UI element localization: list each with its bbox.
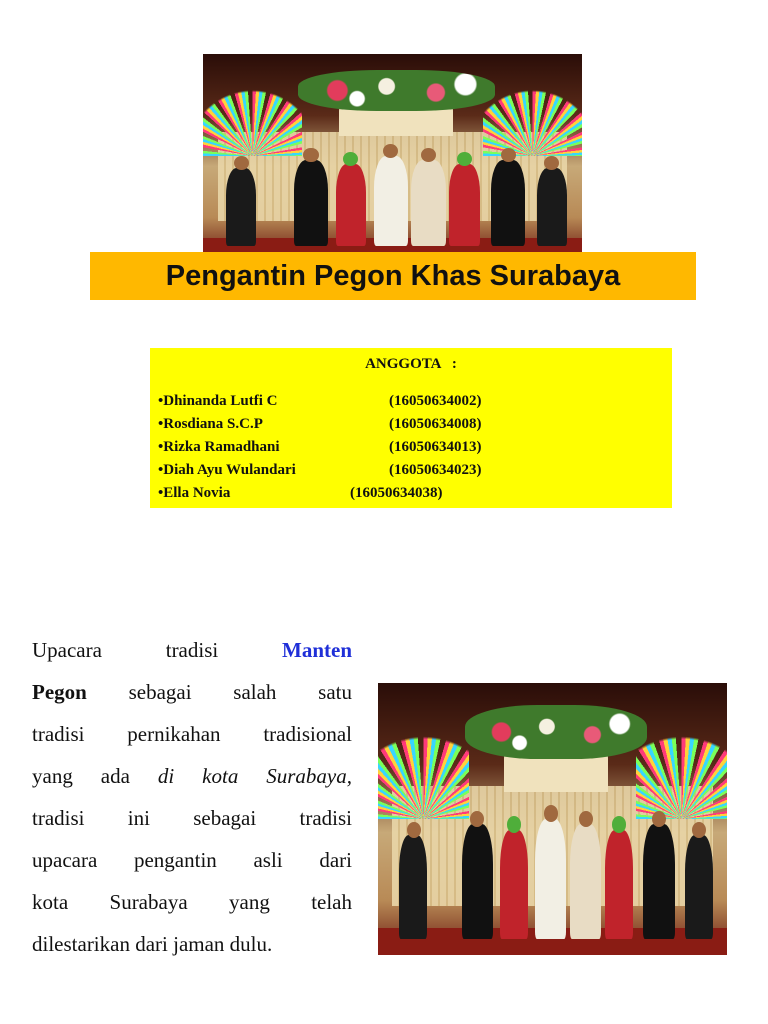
page-title: Pengantin Pegon Khas Surabaya [165, 260, 621, 292]
member-name: •Ella Novia [158, 485, 231, 501]
wedding-photo-bottom [378, 683, 727, 955]
member-nim: (16050634008) [389, 416, 482, 432]
member-name: •Rosdiana S.C.P [158, 416, 263, 432]
highlight-text: Manten [282, 638, 353, 662]
paragraph-line: yang ada di kota Surabaya, [32, 764, 353, 788]
paragraph-line: kota Surabaya yang telah [32, 890, 352, 914]
paragraph-line: Upacara tradisi Manten [32, 638, 353, 662]
member-nim: (16050634023) [389, 462, 482, 478]
member-row [158, 416, 482, 433]
members-heading: ANGGOTA : [365, 356, 457, 372]
member-nim: (16050634013) [389, 439, 482, 455]
wedding-photo-top [203, 54, 582, 258]
member-nim: (16050634002) [389, 393, 482, 409]
title-banner [90, 252, 696, 300]
paragraph-line: upacara pengantin asli dari [32, 848, 352, 872]
member-row [158, 393, 482, 410]
member-name: •Diah Ayu Wulandari [158, 462, 296, 478]
paragraph-line: tradisi pernikahan tradisional [32, 722, 352, 746]
paragraph-line: tradisi ini sebagai tradisi [32, 806, 352, 830]
member-name: •Rizka Ramadhani [158, 439, 280, 455]
paragraph-line: dilestarikan dari jaman dulu. [32, 932, 273, 956]
member-row [158, 485, 443, 502]
members-box [150, 348, 672, 508]
member-nim: (16050634038) [350, 485, 443, 501]
member-row [158, 439, 482, 456]
paragraph-line: Pegon sebagai salah satu [32, 680, 353, 704]
member-name: •Dhinanda Lutfi C [158, 393, 278, 409]
member-row [158, 462, 482, 479]
